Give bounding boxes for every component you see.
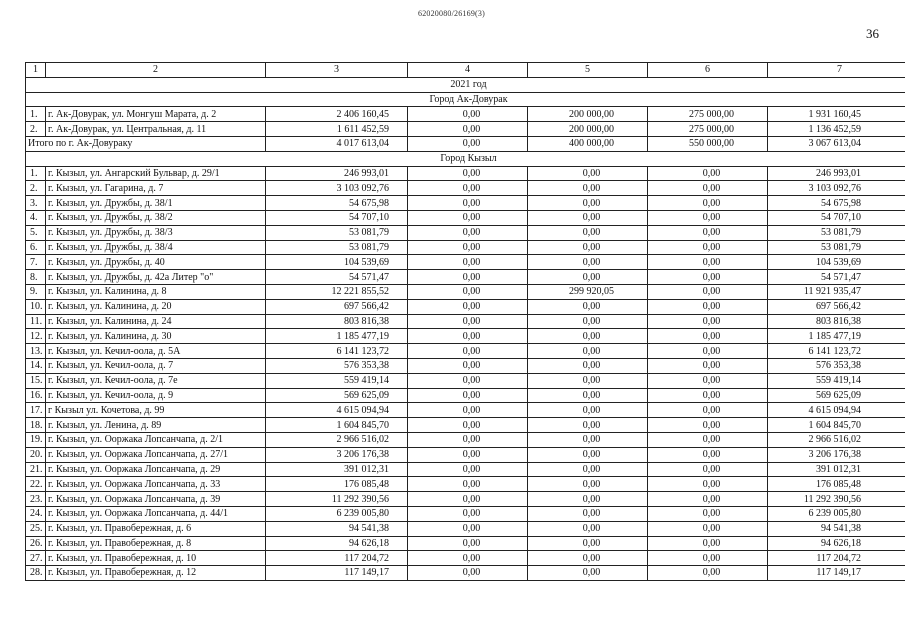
- row-number: 13.: [26, 344, 46, 359]
- col6-value: 0,00: [648, 536, 768, 551]
- col3-value: 117 204,72: [266, 551, 408, 566]
- col7-value: 1 185 477,19: [768, 329, 905, 344]
- row-number: 15.: [26, 373, 46, 388]
- col7-value: 94 626,18: [768, 536, 905, 551]
- col4-value: 0,00: [408, 270, 528, 285]
- row-number: 12.: [26, 329, 46, 344]
- col7-value: 176 085,48: [768, 477, 905, 492]
- col6-value: 0,00: [648, 506, 768, 521]
- col4-value: 0,00: [408, 358, 528, 373]
- row-number: 8.: [26, 270, 46, 285]
- col5-value: 0,00: [528, 477, 648, 492]
- col4-value: 0,00: [408, 536, 528, 551]
- col4-value: 0,00: [408, 521, 528, 536]
- col3-value: 3 206 176,38: [266, 447, 408, 462]
- col5-value: 0,00: [528, 492, 648, 507]
- col3-value: 104 539,69: [266, 255, 408, 270]
- row-number: 22.: [26, 477, 46, 492]
- col7-value: 4 615 094,94: [768, 403, 905, 418]
- col5-value: 0,00: [528, 181, 648, 196]
- row-number: 25.: [26, 521, 46, 536]
- col6-value: 0,00: [648, 210, 768, 225]
- col3-value: 12 221 855,52: [266, 284, 408, 299]
- col6-value: 0,00: [648, 477, 768, 492]
- col7-value: 569 625,09: [768, 388, 905, 403]
- row-number: 2.: [26, 181, 46, 196]
- col5-value: 0,00: [528, 447, 648, 462]
- section-title: Город Кызыл: [26, 151, 905, 166]
- address: г. Кызыл, ул. Ооржака Лопсанчапа, д. 27/1: [46, 447, 266, 462]
- address: г. Кызыл, ул. Дружбы, д. 40: [46, 255, 266, 270]
- col4-value: 0,00: [408, 432, 528, 447]
- table-row: [26, 255, 905, 270]
- col6-value: 0,00: [648, 344, 768, 359]
- section-header-row: [26, 151, 905, 166]
- page-number: 36: [866, 26, 879, 41]
- col4-value: 0,00: [408, 403, 528, 418]
- col3-value: 559 419,14: [266, 373, 408, 388]
- col4-value: 0,00: [408, 284, 528, 299]
- col5-value: 200 000,00: [528, 107, 648, 122]
- col5-value: 0,00: [528, 373, 648, 388]
- address: г. Кызыл, ул. Ооржака Лопсанчапа, д. 44/1: [46, 506, 266, 521]
- column-number: 6: [648, 63, 768, 78]
- col3-value: 176 085,48: [266, 477, 408, 492]
- col3-value: 117 149,17: [266, 566, 408, 581]
- table-row: [26, 432, 905, 447]
- col7-value: 54 571,47: [768, 270, 905, 285]
- table-row: [26, 299, 905, 314]
- col3-value: 94 626,18: [266, 536, 408, 551]
- col5-value: 0,00: [528, 521, 648, 536]
- address: г. Кызыл, ул. Кечил-оола, д. 9: [46, 388, 266, 403]
- table-row: [26, 284, 905, 299]
- col5-value: 0,00: [528, 166, 648, 181]
- col5-value: 0,00: [528, 388, 648, 403]
- row-number: 19.: [26, 432, 46, 447]
- col3-value: 391 012,31: [266, 462, 408, 477]
- col5-value: 0,00: [528, 225, 648, 240]
- col3-value: 53 081,79: [266, 240, 408, 255]
- row-number: 27.: [26, 551, 46, 566]
- row-number: 5.: [26, 225, 46, 240]
- address: г. Кызыл, ул. Дружбы, д. 38/3: [46, 225, 266, 240]
- column-number: 4: [408, 63, 528, 78]
- year-row: [26, 77, 905, 92]
- address: г. Кызыл, ул. Дружбы, д. 38/1: [46, 196, 266, 211]
- address: г. Кызыл, ул. Кечил-оола, д. 7е: [46, 373, 266, 388]
- col4-value: 0,00: [408, 181, 528, 196]
- table-row: [26, 566, 905, 581]
- data-table: [25, 62, 905, 581]
- col6-value: 0,00: [648, 462, 768, 477]
- col4-value: 0,00: [408, 329, 528, 344]
- col6-value: 0,00: [648, 284, 768, 299]
- col3-value: 1 604 845,70: [266, 418, 408, 433]
- col7-value: 1 136 452,59: [768, 122, 905, 137]
- row-number: 1.: [26, 166, 46, 181]
- col3-value: 1 611 452,59: [266, 122, 408, 137]
- address: г. Кызыл, ул. Ооржака Лопсанчапа, д. 33: [46, 477, 266, 492]
- col3-value: 6 239 005,80: [266, 506, 408, 521]
- row-number: 17.: [26, 403, 46, 418]
- col3-value: 94 541,38: [266, 521, 408, 536]
- table-row: [26, 358, 905, 373]
- col5-value: 0,00: [528, 358, 648, 373]
- col4-value: 0,00: [408, 551, 528, 566]
- col6-value: 0,00: [648, 403, 768, 418]
- col7-value: 104 539,69: [768, 255, 905, 270]
- col5-value: 0,00: [528, 210, 648, 225]
- address: г. Кызыл, ул. Кечил-оола, д. 7: [46, 358, 266, 373]
- address: г. Кызыл, ул. Гагарина, д. 7: [46, 181, 266, 196]
- col5-value: 0,00: [528, 506, 648, 521]
- col3-value: 54 675,98: [266, 196, 408, 211]
- col4-value: 0,00: [408, 166, 528, 181]
- col5-value: 0,00: [528, 314, 648, 329]
- section-header-row: [26, 92, 905, 107]
- col3-value: 54 571,47: [266, 270, 408, 285]
- col4-value: 0,00: [408, 388, 528, 403]
- address: г. Кызыл, ул. Кечил-оола, д. 5А: [46, 344, 266, 359]
- col6-value: 0,00: [648, 181, 768, 196]
- address: г. Кызыл, ул. Дружбы, д. 38/4: [46, 240, 266, 255]
- col3-value: 697 566,42: [266, 299, 408, 314]
- col4-value: 0,00: [408, 566, 528, 581]
- col4-value: 0,00: [408, 418, 528, 433]
- col6-value: 0,00: [648, 240, 768, 255]
- col6-value: 0,00: [648, 314, 768, 329]
- col3-value: 246 993,01: [266, 166, 408, 181]
- col3-value: 3 103 092,76: [266, 181, 408, 196]
- row-number: 7.: [26, 255, 46, 270]
- col5-value: 0,00: [528, 551, 648, 566]
- row-number: 16.: [26, 388, 46, 403]
- col4-value: 0,00: [408, 255, 528, 270]
- col7-value: 94 541,38: [768, 521, 905, 536]
- col6-value: 275 000,00: [648, 107, 768, 122]
- col3-value: 1 185 477,19: [266, 329, 408, 344]
- row-number: 26.: [26, 536, 46, 551]
- col3-value: 569 625,09: [266, 388, 408, 403]
- table-row: [26, 447, 905, 462]
- table-row: [26, 122, 905, 137]
- column-number: 7: [768, 63, 905, 78]
- col4-value: 0,00: [408, 122, 528, 137]
- address: г. Кызыл, ул. Правобережная, д. 8: [46, 536, 266, 551]
- address: г. Кызыл, ул. Ооржака Лопсанчапа, д. 39: [46, 492, 266, 507]
- col7-value: 1 931 160,45: [768, 107, 905, 122]
- col3-value: 4 615 094,94: [266, 403, 408, 418]
- column-number: 5: [528, 63, 648, 78]
- table-row: [26, 181, 905, 196]
- col5-value: 0,00: [528, 566, 648, 581]
- table-row: [26, 329, 905, 344]
- address: г. Кызыл, ул. Правобережная, д. 6: [46, 521, 266, 536]
- col6-value: 0,00: [648, 196, 768, 211]
- year-label: 2021 год: [26, 77, 905, 92]
- table-row: [26, 225, 905, 240]
- col7-value: 11 921 935,47: [768, 284, 905, 299]
- total-value: 0,00: [408, 136, 528, 151]
- section-title: Город Ак-Довурак: [26, 92, 905, 107]
- col6-value: 0,00: [648, 329, 768, 344]
- col3-value: 2 966 516,02: [266, 432, 408, 447]
- table-row: [26, 314, 905, 329]
- col7-value: 11 292 390,56: [768, 492, 905, 507]
- col7-value: 576 353,38: [768, 358, 905, 373]
- col6-value: 0,00: [648, 358, 768, 373]
- address: г. Кызыл, ул. Калинина, д. 24: [46, 314, 266, 329]
- address: г. Кызыл, ул. Калинина, д. 30: [46, 329, 266, 344]
- col4-value: 0,00: [408, 506, 528, 521]
- col7-value: 246 993,01: [768, 166, 905, 181]
- col6-value: 0,00: [648, 492, 768, 507]
- row-number: 28.: [26, 566, 46, 581]
- row-number: 24.: [26, 506, 46, 521]
- col4-value: 0,00: [408, 240, 528, 255]
- col5-value: 0,00: [528, 462, 648, 477]
- total-value: 400 000,00: [528, 136, 648, 151]
- col5-value: 0,00: [528, 536, 648, 551]
- table-row: [26, 492, 905, 507]
- table-row: [26, 462, 905, 477]
- total-row: [26, 136, 905, 151]
- row-number: 23.: [26, 492, 46, 507]
- total-value: 3 067 613,04: [768, 136, 905, 151]
- col7-value: 6 141 123,72: [768, 344, 905, 359]
- col7-value: 391 012,31: [768, 462, 905, 477]
- row-number: 14.: [26, 358, 46, 373]
- row-number: 20.: [26, 447, 46, 462]
- table-row: [26, 506, 905, 521]
- address: г. Кызыл, ул. Правобережная, д. 12: [46, 566, 266, 581]
- col5-value: 0,00: [528, 418, 648, 433]
- row-number: 2.: [26, 122, 46, 137]
- table-row: [26, 240, 905, 255]
- col6-value: 0,00: [648, 418, 768, 433]
- col6-value: 0,00: [648, 373, 768, 388]
- col5-value: 0,00: [528, 329, 648, 344]
- col4-value: 0,00: [408, 225, 528, 240]
- col7-value: 803 816,38: [768, 314, 905, 329]
- total-value: 4 017 613,04: [266, 136, 408, 151]
- table-row: [26, 210, 905, 225]
- col7-value: 54 707,10: [768, 210, 905, 225]
- col4-value: 0,00: [408, 314, 528, 329]
- col7-value: 3 206 176,38: [768, 447, 905, 462]
- col4-value: 0,00: [408, 492, 528, 507]
- col4-value: 0,00: [408, 107, 528, 122]
- col3-value: 2 406 160,45: [266, 107, 408, 122]
- col6-value: 0,00: [648, 255, 768, 270]
- address: г. Кызыл, ул. Калинина, д. 20: [46, 299, 266, 314]
- row-number: 6.: [26, 240, 46, 255]
- table-row: [26, 551, 905, 566]
- col4-value: 0,00: [408, 210, 528, 225]
- table-row: [26, 107, 905, 122]
- table-row: [26, 418, 905, 433]
- col3-value: 11 292 390,56: [266, 492, 408, 507]
- col5-value: 200 000,00: [528, 122, 648, 137]
- column-number: 3: [266, 63, 408, 78]
- col6-value: 0,00: [648, 166, 768, 181]
- col7-value: 2 966 516,02: [768, 432, 905, 447]
- address: г. Ак-Довурак, ул. Монгуш Марата, д. 2: [46, 107, 266, 122]
- col4-value: 0,00: [408, 373, 528, 388]
- col5-value: 0,00: [528, 299, 648, 314]
- col6-value: 0,00: [648, 388, 768, 403]
- col7-value: 697 566,42: [768, 299, 905, 314]
- col6-value: 0,00: [648, 270, 768, 285]
- table-row: [26, 536, 905, 551]
- col6-value: 0,00: [648, 566, 768, 581]
- address: г. Ак-Довурак, ул. Центральная, д. 11: [46, 122, 266, 137]
- col6-value: 0,00: [648, 299, 768, 314]
- row-number: 3.: [26, 196, 46, 211]
- address: г Кызыл ул. Кочетова, д. 99: [46, 403, 266, 418]
- col7-value: 54 675,98: [768, 196, 905, 211]
- table-row: [26, 403, 905, 418]
- col6-value: 0,00: [648, 447, 768, 462]
- table-row: [26, 270, 905, 285]
- address: г. Кызыл, ул. Дружбы, д. 42а Литер "о": [46, 270, 266, 285]
- col3-value: 6 141 123,72: [266, 344, 408, 359]
- row-number: 1.: [26, 107, 46, 122]
- row-number: 11.: [26, 314, 46, 329]
- col6-value: 0,00: [648, 432, 768, 447]
- col7-value: 3 103 092,76: [768, 181, 905, 196]
- col4-value: 0,00: [408, 477, 528, 492]
- column-number: 2: [46, 63, 266, 78]
- row-number: 21.: [26, 462, 46, 477]
- address: г. Кызыл, ул. Ооржака Лопсанчапа, д. 29: [46, 462, 266, 477]
- col3-value: 576 353,38: [266, 358, 408, 373]
- col6-value: 0,00: [648, 225, 768, 240]
- total-label: Итого по г. Ак-Довураку: [26, 136, 266, 151]
- col7-value: 117 204,72: [768, 551, 905, 566]
- address: г. Кызыл, ул. Дружбы, д. 38/2: [46, 210, 266, 225]
- col7-value: 559 419,14: [768, 373, 905, 388]
- total-value: 550 000,00: [648, 136, 768, 151]
- table-row: [26, 373, 905, 388]
- col3-value: 54 707,10: [266, 210, 408, 225]
- col7-value: 53 081,79: [768, 240, 905, 255]
- row-number: 10.: [26, 299, 46, 314]
- col6-value: 0,00: [648, 551, 768, 566]
- address: г. Кызыл, ул. Ленина, д. 89: [46, 418, 266, 433]
- row-number: 18.: [26, 418, 46, 433]
- col4-value: 0,00: [408, 196, 528, 211]
- col5-value: 0,00: [528, 403, 648, 418]
- table-row: [26, 166, 905, 181]
- col5-value: 0,00: [528, 196, 648, 211]
- col7-value: 6 239 005,80: [768, 506, 905, 521]
- row-number: 9.: [26, 284, 46, 299]
- col3-value: 803 816,38: [266, 314, 408, 329]
- col7-value: 117 149,17: [768, 566, 905, 581]
- col7-value: 1 604 845,70: [768, 418, 905, 433]
- col5-value: 0,00: [528, 270, 648, 285]
- row-number: 4.: [26, 210, 46, 225]
- col4-value: 0,00: [408, 462, 528, 477]
- table-row: [26, 388, 905, 403]
- table-row: [26, 521, 905, 536]
- col4-value: 0,00: [408, 344, 528, 359]
- col5-value: 0,00: [528, 240, 648, 255]
- col7-value: 53 081,79: [768, 225, 905, 240]
- col5-value: 0,00: [528, 255, 648, 270]
- col4-value: 0,00: [408, 447, 528, 462]
- column-number: 1: [26, 63, 46, 78]
- document-id: 62020080/26169(3): [418, 9, 485, 18]
- table-row: [26, 196, 905, 211]
- table-row: [26, 477, 905, 492]
- col5-value: 299 920,05: [528, 284, 648, 299]
- table-row: [26, 344, 905, 359]
- address: г. Кызыл, ул. Ооржака Лопсанчапа, д. 2/1: [46, 432, 266, 447]
- col6-value: 275 000,00: [648, 122, 768, 137]
- address: г. Кызыл, ул. Правобережная, д. 10: [46, 551, 266, 566]
- col4-value: 0,00: [408, 299, 528, 314]
- address: г. Кызыл, ул. Ангарский Бульвар, д. 29/1: [46, 166, 266, 181]
- column-number-row: [26, 63, 905, 78]
- col6-value: 0,00: [648, 521, 768, 536]
- col5-value: 0,00: [528, 432, 648, 447]
- address: г. Кызыл, ул. Калинина, д. 8: [46, 284, 266, 299]
- col3-value: 53 081,79: [266, 225, 408, 240]
- col5-value: 0,00: [528, 344, 648, 359]
